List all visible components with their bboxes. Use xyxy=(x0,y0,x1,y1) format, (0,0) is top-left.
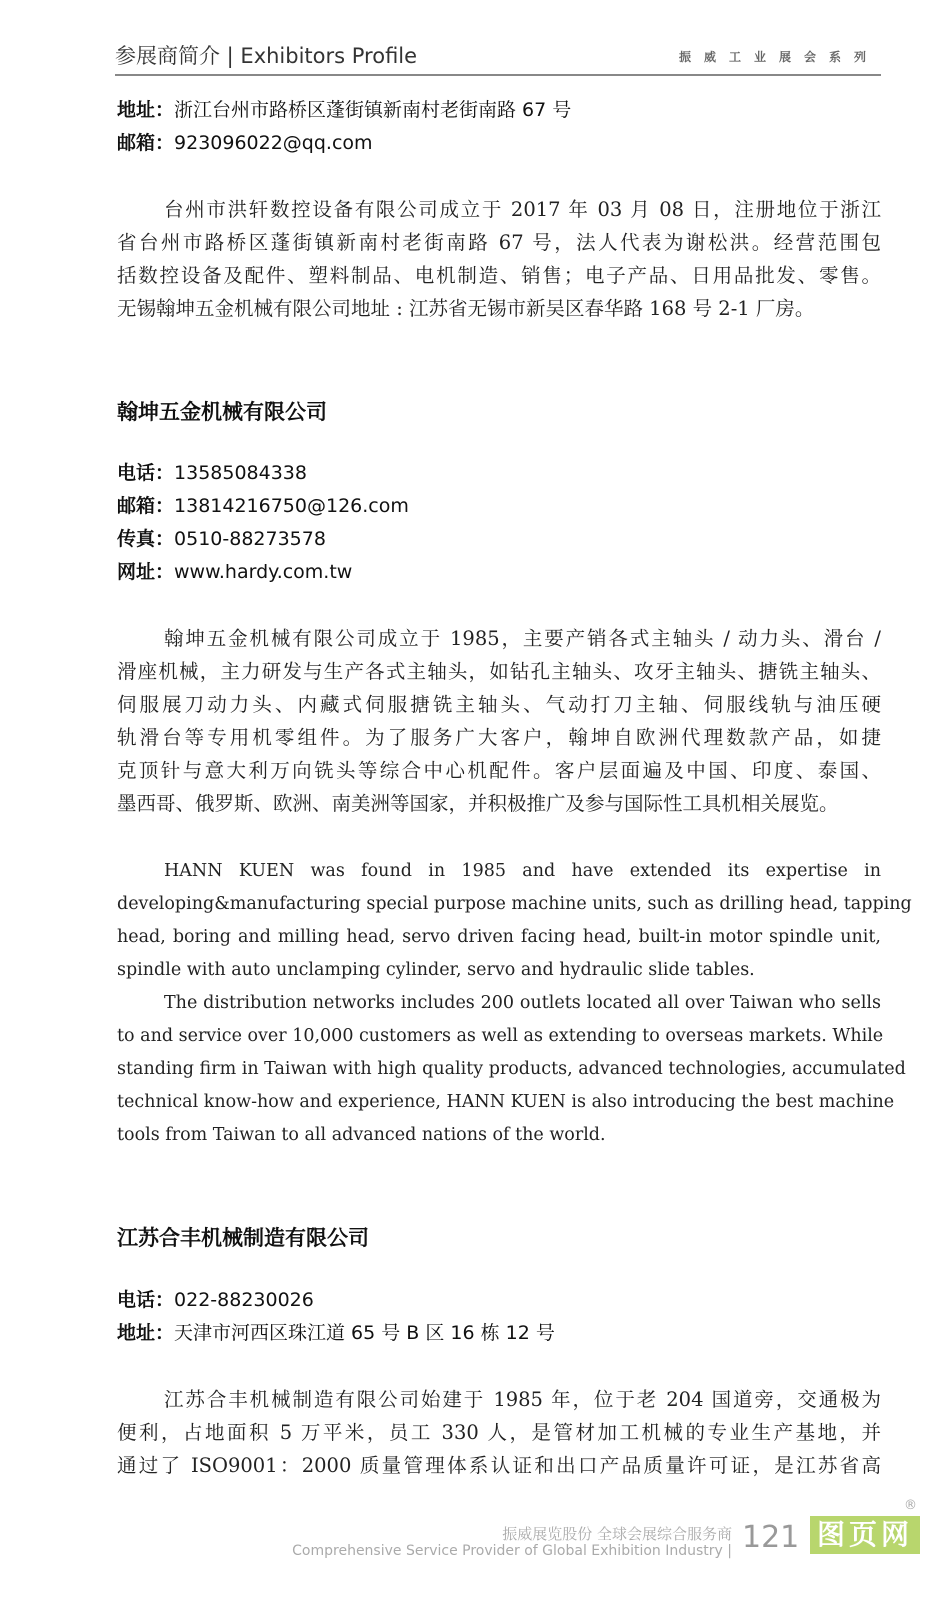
text-line: 翰坤五金机械有限公司成立于 1985，主要产销各式主轴头 / 动力头、滑台 / xyxy=(164,627,881,650)
text-line: 便利，占地面积 5 万平米，员工 330 人，是管材加工机械的专业生产基地，并 xyxy=(117,1421,881,1444)
text-line: technical know-how and experience, HANN KUEN is also introducing the best machine xyxy=(117,1092,895,1112)
text-line: 墨西哥、俄罗斯、欧洲、南美洲等国家，并积极推广及参与国际性工具机相关展览。 xyxy=(117,792,839,815)
text-line: HANN KUEN was found in 1985 and have extended its expertise in xyxy=(164,861,881,881)
phone: 022-88230026 xyxy=(174,1289,314,1311)
text-line: 克顶针与意大利万向铣头等综合中心机配件。客户层面遍及中国、印度、泰国、 xyxy=(117,759,881,782)
label: 邮箱： xyxy=(117,132,175,154)
company2-english-para1 xyxy=(117,855,912,987)
header-title: 参展商简介 | Exhibitors Profile xyxy=(115,44,418,68)
text-line: standing firm in Taiwan with high quality products, advanced technologies, accumulated xyxy=(117,1059,906,1079)
label: 电话： xyxy=(117,462,175,484)
header-divider xyxy=(115,74,881,76)
label: 地址： xyxy=(117,99,175,121)
company1-description xyxy=(117,193,881,325)
text-line: 无锡翰坤五金机械有限公司地址 : 江苏省无锡市新吴区春华路 168 号 2-1 厂房。 xyxy=(117,297,815,320)
label: 网址： xyxy=(117,561,175,583)
address: 浙江台州市路桥区蓬街镇新南村老街南路 67 号 xyxy=(174,99,572,121)
website: www.hardy.com.tw xyxy=(174,561,353,583)
address: 天津市河西区珠江道 65 号 B 区 16 栋 12 号 xyxy=(174,1322,555,1344)
text-line: The distribution networks includes 200 outlets located all over Taiwan who sells xyxy=(164,993,881,1013)
company3-contact xyxy=(117,1284,881,1350)
fax: 0510-88273578 xyxy=(174,528,326,550)
label: 地址： xyxy=(117,1322,175,1344)
company3-description xyxy=(117,1383,881,1482)
company1-contact xyxy=(117,94,881,160)
text-line: 通过了 ISO9001：2000 质量管理体系认证和出口产品质量许可证，是江苏省高 xyxy=(117,1454,881,1477)
company2-contact xyxy=(117,457,881,589)
page-number: 121 xyxy=(742,1520,800,1555)
text-line: 江苏合丰机械制造有限公司始建于 1985 年，位于老 204 国道旁，交通极为 xyxy=(164,1388,881,1411)
footer-cn: 振威展览股份 全球会展综合服务商 xyxy=(502,1525,732,1543)
company2-english-para2 xyxy=(117,987,906,1152)
text-line: 轨滑台等专用机零组件。为了服务广大客户，翰坤自欧洲代理数款产品，如捷 xyxy=(117,726,881,749)
text-line: spindle with auto unclamping cylinder, servo and hydraulic slide tables. xyxy=(117,960,755,980)
company2-name: 翰坤五金机械有限公司 xyxy=(117,400,327,424)
text-line: 省台州市路桥区蓬街镇新南村老街南路 67 号，法人代表为谢松洪。经营范围包 xyxy=(117,231,881,254)
text-line: 伺服展刀动力头、内藏式伺服搪铣主轴头、气动打刀主轴、伺服线轨与油压硬 xyxy=(117,693,881,716)
label: 电话： xyxy=(117,1289,175,1311)
company2-description xyxy=(117,622,881,820)
company3-name: 江苏合丰机械制造有限公司 xyxy=(117,1226,369,1250)
email: 923096022@qq.com xyxy=(174,132,373,154)
text-line: head, boring and milling head, servo driven facing head, built-in motor spindle unit, xyxy=(117,927,881,947)
text-line: 台州市洪轩数控设备有限公司成立于 2017 年 03 月 08 日，注册地位于浙江 xyxy=(164,198,881,221)
text-line: to and service over 10,000 customers as well as extending to overseas markets. While xyxy=(117,1026,884,1046)
text-line: developing&manufacturing special purpose machine units, such as drilling head, tapping xyxy=(117,894,912,914)
text-line: 括数控设备及配件、塑料制品、电机制造、销售；电子产品、日用品批发、零售。 xyxy=(117,264,881,287)
registered-mark: ® xyxy=(904,1498,917,1513)
email: 13814216750@126.com xyxy=(174,495,409,517)
footer-en: Comprehensive Service Provider of Global Exhibition Industry | xyxy=(292,1543,732,1559)
phone: 13585084338 xyxy=(174,462,307,484)
text-line: tools from Taiwan to all advanced nations of the world. xyxy=(117,1125,606,1145)
text-line: 滑座机械，主力研发与生产各式主轴头，如钻孔主轴头、攻牙主轴头、搪铣主轴头、 xyxy=(117,660,881,683)
header-series: 振威工业展会系列 xyxy=(678,50,879,64)
label: 传真： xyxy=(117,528,175,550)
label: 邮箱： xyxy=(117,495,175,517)
watermark-logo: 图页网 xyxy=(810,1516,920,1554)
